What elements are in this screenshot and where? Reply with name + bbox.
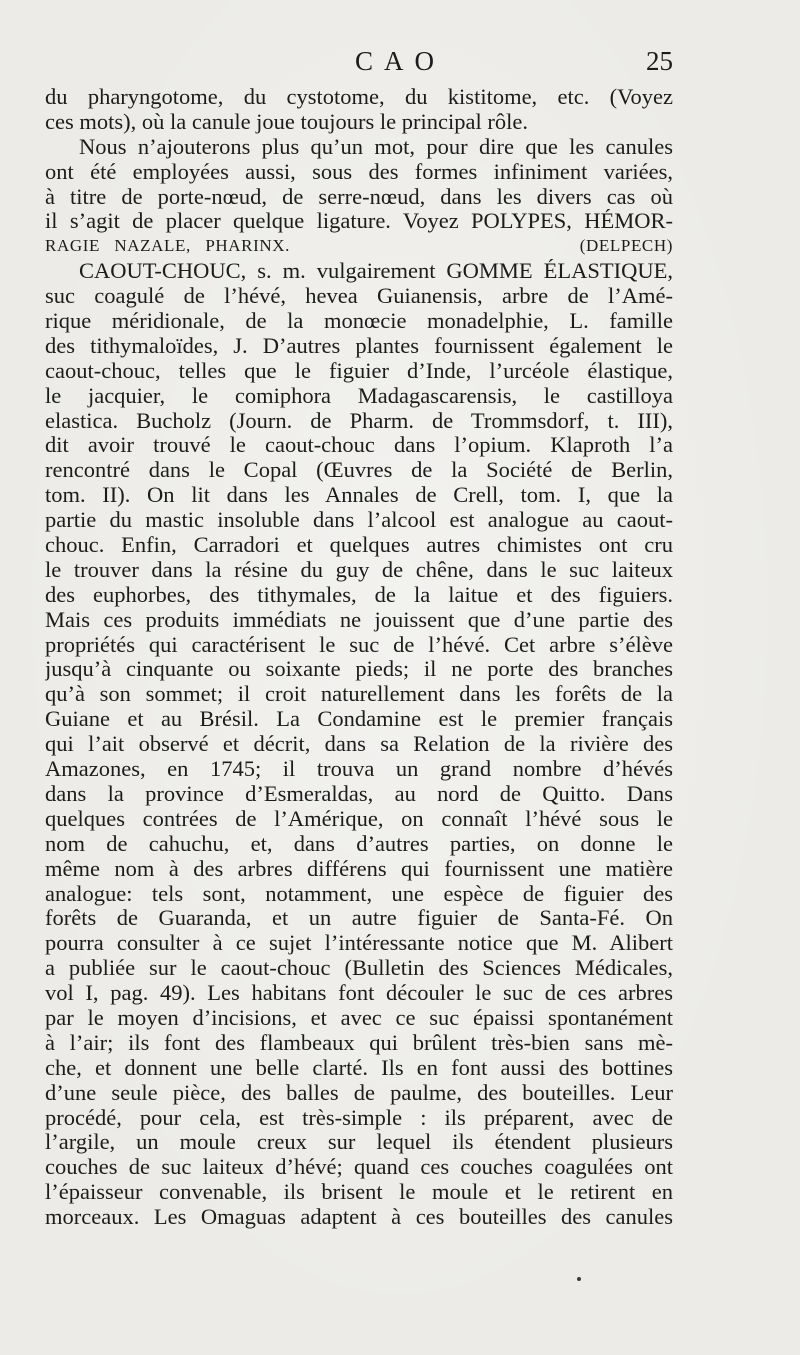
text-line: pourra consulter à ce sujet l’intéressante notice que M. Alibert: [45, 931, 673, 956]
text-line: suc coagulé de l’hévé, hevea Guianensis, arbre de l’Amé-: [45, 284, 673, 309]
text-line: d’une seule pièce, des balles de paulme, des bouteilles. Leur: [45, 1080, 673, 1105]
text-line: a publiée sur le caout-chouc (Bulletin des Sciences Médicales,: [45, 956, 673, 981]
text-line: partie du mastic insoluble dans l’alcool est analogue au caout-: [45, 508, 673, 533]
text-line: qu’à son sommet; il croit naturellement dans les forêts de la: [45, 682, 673, 707]
text-line: rique méridionale, de la monœcie monadelphie, L. famille: [45, 309, 673, 334]
text-line: CAOUT-CHOUC, s. m. vulgairement GOMME ÉLASTIQUE,: [79, 259, 673, 284]
text-line: des tithymaloïdes, J. D’autres plantes fournissent également le: [45, 333, 673, 358]
text-line: chouc. Enfin, Carradori et quelques autres chimistes ont cru: [45, 533, 673, 558]
text-line: il s’agit de placer quelque ligature. Voyez POLYPES, HÉMOR-: [45, 209, 673, 234]
text-line: du pharyngotome, du cystotome, du kistitome, etc. (Voyez: [45, 85, 673, 109]
text-line: morceaux. Les Omaguas adaptent à ces bouteilles des canules: [45, 1205, 673, 1230]
running-head: [0, 46, 800, 82]
text-line: procédé, pour cela, est très-simple : ils préparent, avec de: [45, 1105, 673, 1130]
text-line: rencontré dans le Copal (Œuvres de la Société de Berlin,: [45, 458, 673, 483]
text-line: dit avoir trouvé le caout-chouc dans l’opium. Klaproth l’a: [45, 433, 673, 458]
text-line: Guiane et au Brésil. La Condamine est le premier français: [45, 707, 673, 732]
text-line: quelques contrées de l’Amérique, on connaît l’hévé sous le: [45, 806, 673, 831]
text-line: analogue: tels sont, notamment, une espèce de figuier des: [45, 881, 673, 906]
text-line: ces mots), où la canule joue toujours le principal rôle.: [45, 109, 528, 134]
text-line: RAGIE NAZALE, PHARINX. (DELPECH): [45, 236, 673, 256]
text-line: che, et donnent une belle clarté. Ils en font aussi des bottines: [45, 1055, 673, 1080]
text-line: vol I, pag. 49). Les habitans font découler le suc de ces arbres: [45, 981, 673, 1006]
text-line: le trouver dans la résine du guy de chêne, dans le suc laiteux: [45, 557, 673, 582]
ink-speck: [577, 1277, 581, 1281]
text-line: propriétés qui caractérisent le suc de l’hévé. Cet arbre s’élève: [45, 632, 673, 657]
text-line: forêts de Guaranda, et un autre figuier de Santa-Fé. On: [45, 906, 673, 931]
text-line: couches de suc laiteux d’hévé; quand ces couches coagulées ont: [45, 1155, 673, 1180]
text-line: caout-chouc, telles que le figuier d’Inde, l’urcéole élastique,: [45, 358, 673, 383]
text-line: Nous n’ajouterons plus qu’un mot, pour dire que les canules: [79, 134, 673, 159]
text-line: à titre de porte-nœud, de serre-nœud, dans les divers cas où: [45, 184, 673, 209]
text-line: l’argile, un moule creux sur lequel ils étendent plusieurs: [45, 1130, 673, 1155]
text-line: le jacquier, le comiphora Madagascarensis, le castilloya: [45, 383, 673, 408]
text-line: à l’air; ils font des flambeaux qui brûlent très-bien sans mè-: [45, 1030, 673, 1055]
body-text: [45, 85, 673, 1230]
text-line: dans la province d’Esmeraldas, au nord de Quitto. Dans: [45, 781, 673, 806]
text-line: Amazones, en 1745; il trouva un grand nombre d’hévés: [45, 757, 673, 782]
text-line: Mais ces produits immédiats ne jouissent que d’une partie des: [45, 607, 673, 632]
page-number: 25: [646, 46, 673, 76]
text-line: par le moyen d’incisions, et avec ce suc épaissi spontanément: [45, 1005, 673, 1030]
text-line: ont été employées aussi, sous des formes infiniment variées,: [45, 159, 673, 184]
text-line: des euphorbes, des tithymales, de la laitue et des figuiers.: [45, 582, 673, 607]
text-line: même nom à des arbres différens qui fournissent une matière: [45, 856, 673, 881]
text-line: qui l’ait observé et décrit, dans sa Relation de la rivière des: [45, 732, 673, 757]
text-line: elastica. Bucholz (Journ. de Pharm. de Trommsdorf, t. III),: [45, 408, 673, 433]
text-line: l’épaisseur convenable, ils brisent le moule et le retirent en: [45, 1180, 673, 1205]
text-line: jusqu’à cinquante ou soixante pieds; il ne porte des branches: [45, 657, 673, 682]
running-title: CAO: [354, 46, 445, 76]
text-line: nom de cahuchu, et, dans d’autres parties, on donne le: [45, 831, 673, 856]
text-line: tom. II). On lit dans les Annales de Crell, tom. I, que la: [45, 483, 673, 508]
